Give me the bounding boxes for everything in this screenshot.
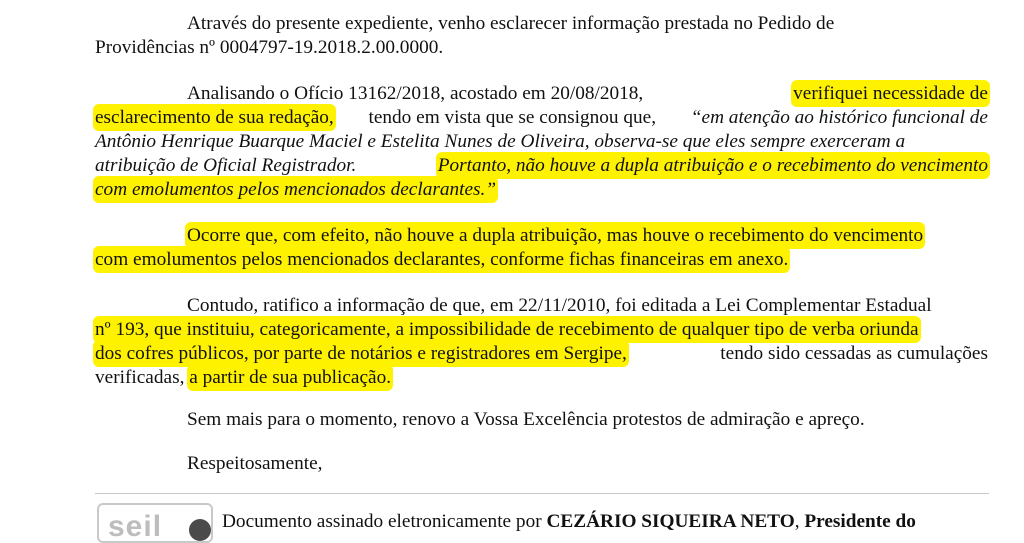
highlight: com emolumentos pelos mencionados declarantes, conforme fichas financeiras em anexo. <box>95 249 789 270</box>
p4-line-3: dos cofres públicos, por parte de notários e registradores em Sergipe, tendo sido cessadas as cumulações <box>95 343 988 364</box>
logo-text: seil <box>108 510 163 543</box>
highlight: Portanto, não houve a dupla atribuição e o recebimento do vencimento <box>437 155 988 176</box>
sei-logo <box>97 503 213 543</box>
p2-line-3: Antônio Henrique Buarque Maciel e Estelita Nunes de Oliveira, observa-se que eles sempre exerceram a <box>95 131 906 152</box>
quote-text: “em atenção ao histórico funcional de <box>690 107 988 128</box>
p3-line-1 <box>187 224 988 247</box>
p3-line-2 <box>95 248 988 271</box>
highlight: esclarecimento de sua redação, <box>95 107 334 128</box>
p1-line-2: Providências nº 0004797-19.2018.2.00.0000. <box>95 37 444 58</box>
p5-line-1: Sem mais para o momento, renovo a Vossa Excelência protestos de admiração e apreço. <box>187 409 865 430</box>
highlight: Ocorre que, com efeito, não houve a dupla atribuição, mas houve o recebimento do vencimento <box>187 225 924 246</box>
p2-line-1: Analisando o Ofício 13162/2018, acostado em 20/08/2018, verifiquei necessidade de <box>187 83 988 104</box>
signature-divider <box>95 493 989 494</box>
p2-line-4: atribuição de Oficial Registrador. Portanto, não houve a dupla atribuição e o recebimento do vencimento <box>95 155 988 176</box>
p4-line-1: Contudo, ratifico a informação de que, em 22/11/2010, foi editada a Lei Complementar Estadual <box>187 295 932 316</box>
p2-line-2: esclarecimento de sua redação, tendo em vista que se consignou que, “em atenção ao histórico funcional de <box>95 107 988 128</box>
logo-mark-icon <box>189 519 211 541</box>
highlight: nº 193, que instituiu, categoricamente, a impossibilidade de recebimento de qualquer tipo de verba oriunda <box>95 319 919 340</box>
p2-line-5 <box>95 178 988 201</box>
signature-text: Documento assinado eletronicamente por CEZÁRIO SIQUEIRA NETO, Presidente do <box>222 511 916 532</box>
highlight: dos cofres públicos, por parte de notários e registradores em Sergipe, <box>95 343 627 364</box>
signer-role: Presidente do <box>804 511 916 532</box>
highlight: verifiquei necessidade de <box>793 83 988 104</box>
p1-line-1: Através do presente expediente, venho esclarecer informação prestada no Pedido de <box>187 13 835 34</box>
p4-line-2 <box>95 318 988 341</box>
p4-line-4: verificadas, a partir de sua publicação. <box>95 367 392 388</box>
signer-name: CEZÁRIO SIQUEIRA NETO <box>546 511 795 532</box>
highlight: a partir de sua publicação. <box>189 367 392 388</box>
highlight: com emolumentos pelos mencionados declarantes.” <box>95 179 497 200</box>
closing-line: Respeitosamente, <box>187 453 323 474</box>
